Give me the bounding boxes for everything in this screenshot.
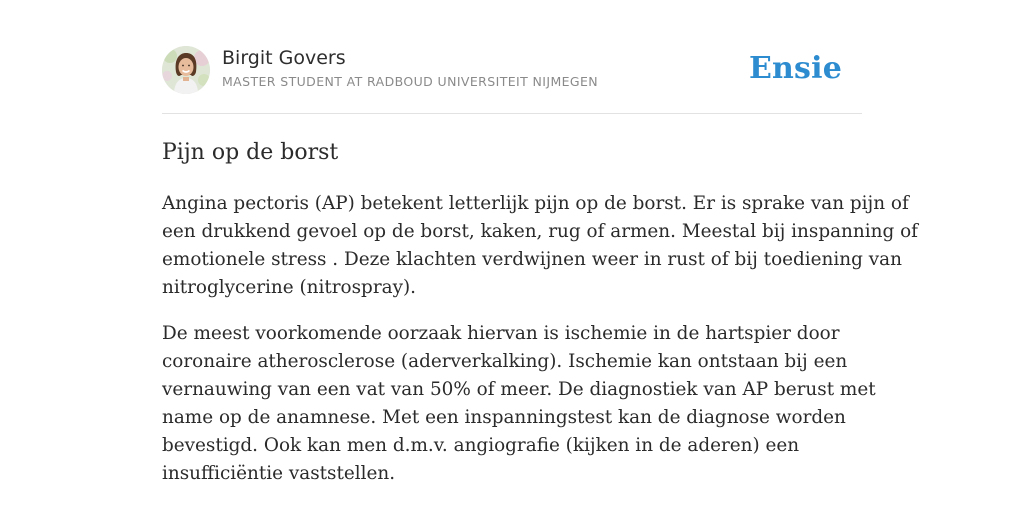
paragraph-line: De meest voorkomende oorzaak hiervan is ischemie in de hartspier door — [162, 323, 840, 344]
paragraph-line: coronaire atherosclerose (aderverkalking). Ischemie kan ontstaan bij een — [162, 351, 848, 372]
paragraph-line: bevestigd. Ook kan men d.m.v. angiografie (kijken in de aderen) een — [162, 435, 800, 456]
paragraph-line: name op de anamnese. Met een inspanningstest kan de diagnose worden — [162, 407, 846, 428]
paragraph-line: vernauwing van een vat van 50% of meer. De diagnostiek van AP berust met — [162, 379, 876, 400]
paragraph-line: emotionele stress . Deze klachten verdwijnen weer in rust of bij toediening van — [162, 249, 902, 270]
paragraph — [162, 190, 918, 302]
paragraph — [162, 320, 876, 488]
article-body — [162, 190, 918, 506]
avatar-photo-icon — [162, 46, 210, 94]
author-role: MASTER STUDENT AT RADBOUD UNIVERSITEIT NIJMEGEN — [222, 74, 599, 89]
header-divider — [162, 113, 862, 114]
ensie-logo[interactable]: Ensie — [748, 51, 842, 86]
paragraph-line: Angina pectoris (AP) betekent letterlijk pijn op de borst. Er is sprake van pijn of — [162, 193, 909, 214]
author-avatar[interactable] — [162, 46, 210, 94]
paragraph-line: nitroglycerine (nitrospray). — [162, 277, 416, 298]
article-title: Pijn op de borst — [162, 140, 339, 165]
paragraph-line: insufficiëntie vaststellen. — [162, 463, 396, 484]
paragraph-line: een drukkend gevoel op de borst, kaken, rug of armen. Meestal bij inspanning of — [162, 221, 918, 242]
author-name[interactable]: Birgit Govers — [222, 47, 346, 69]
author-header — [162, 46, 862, 96]
